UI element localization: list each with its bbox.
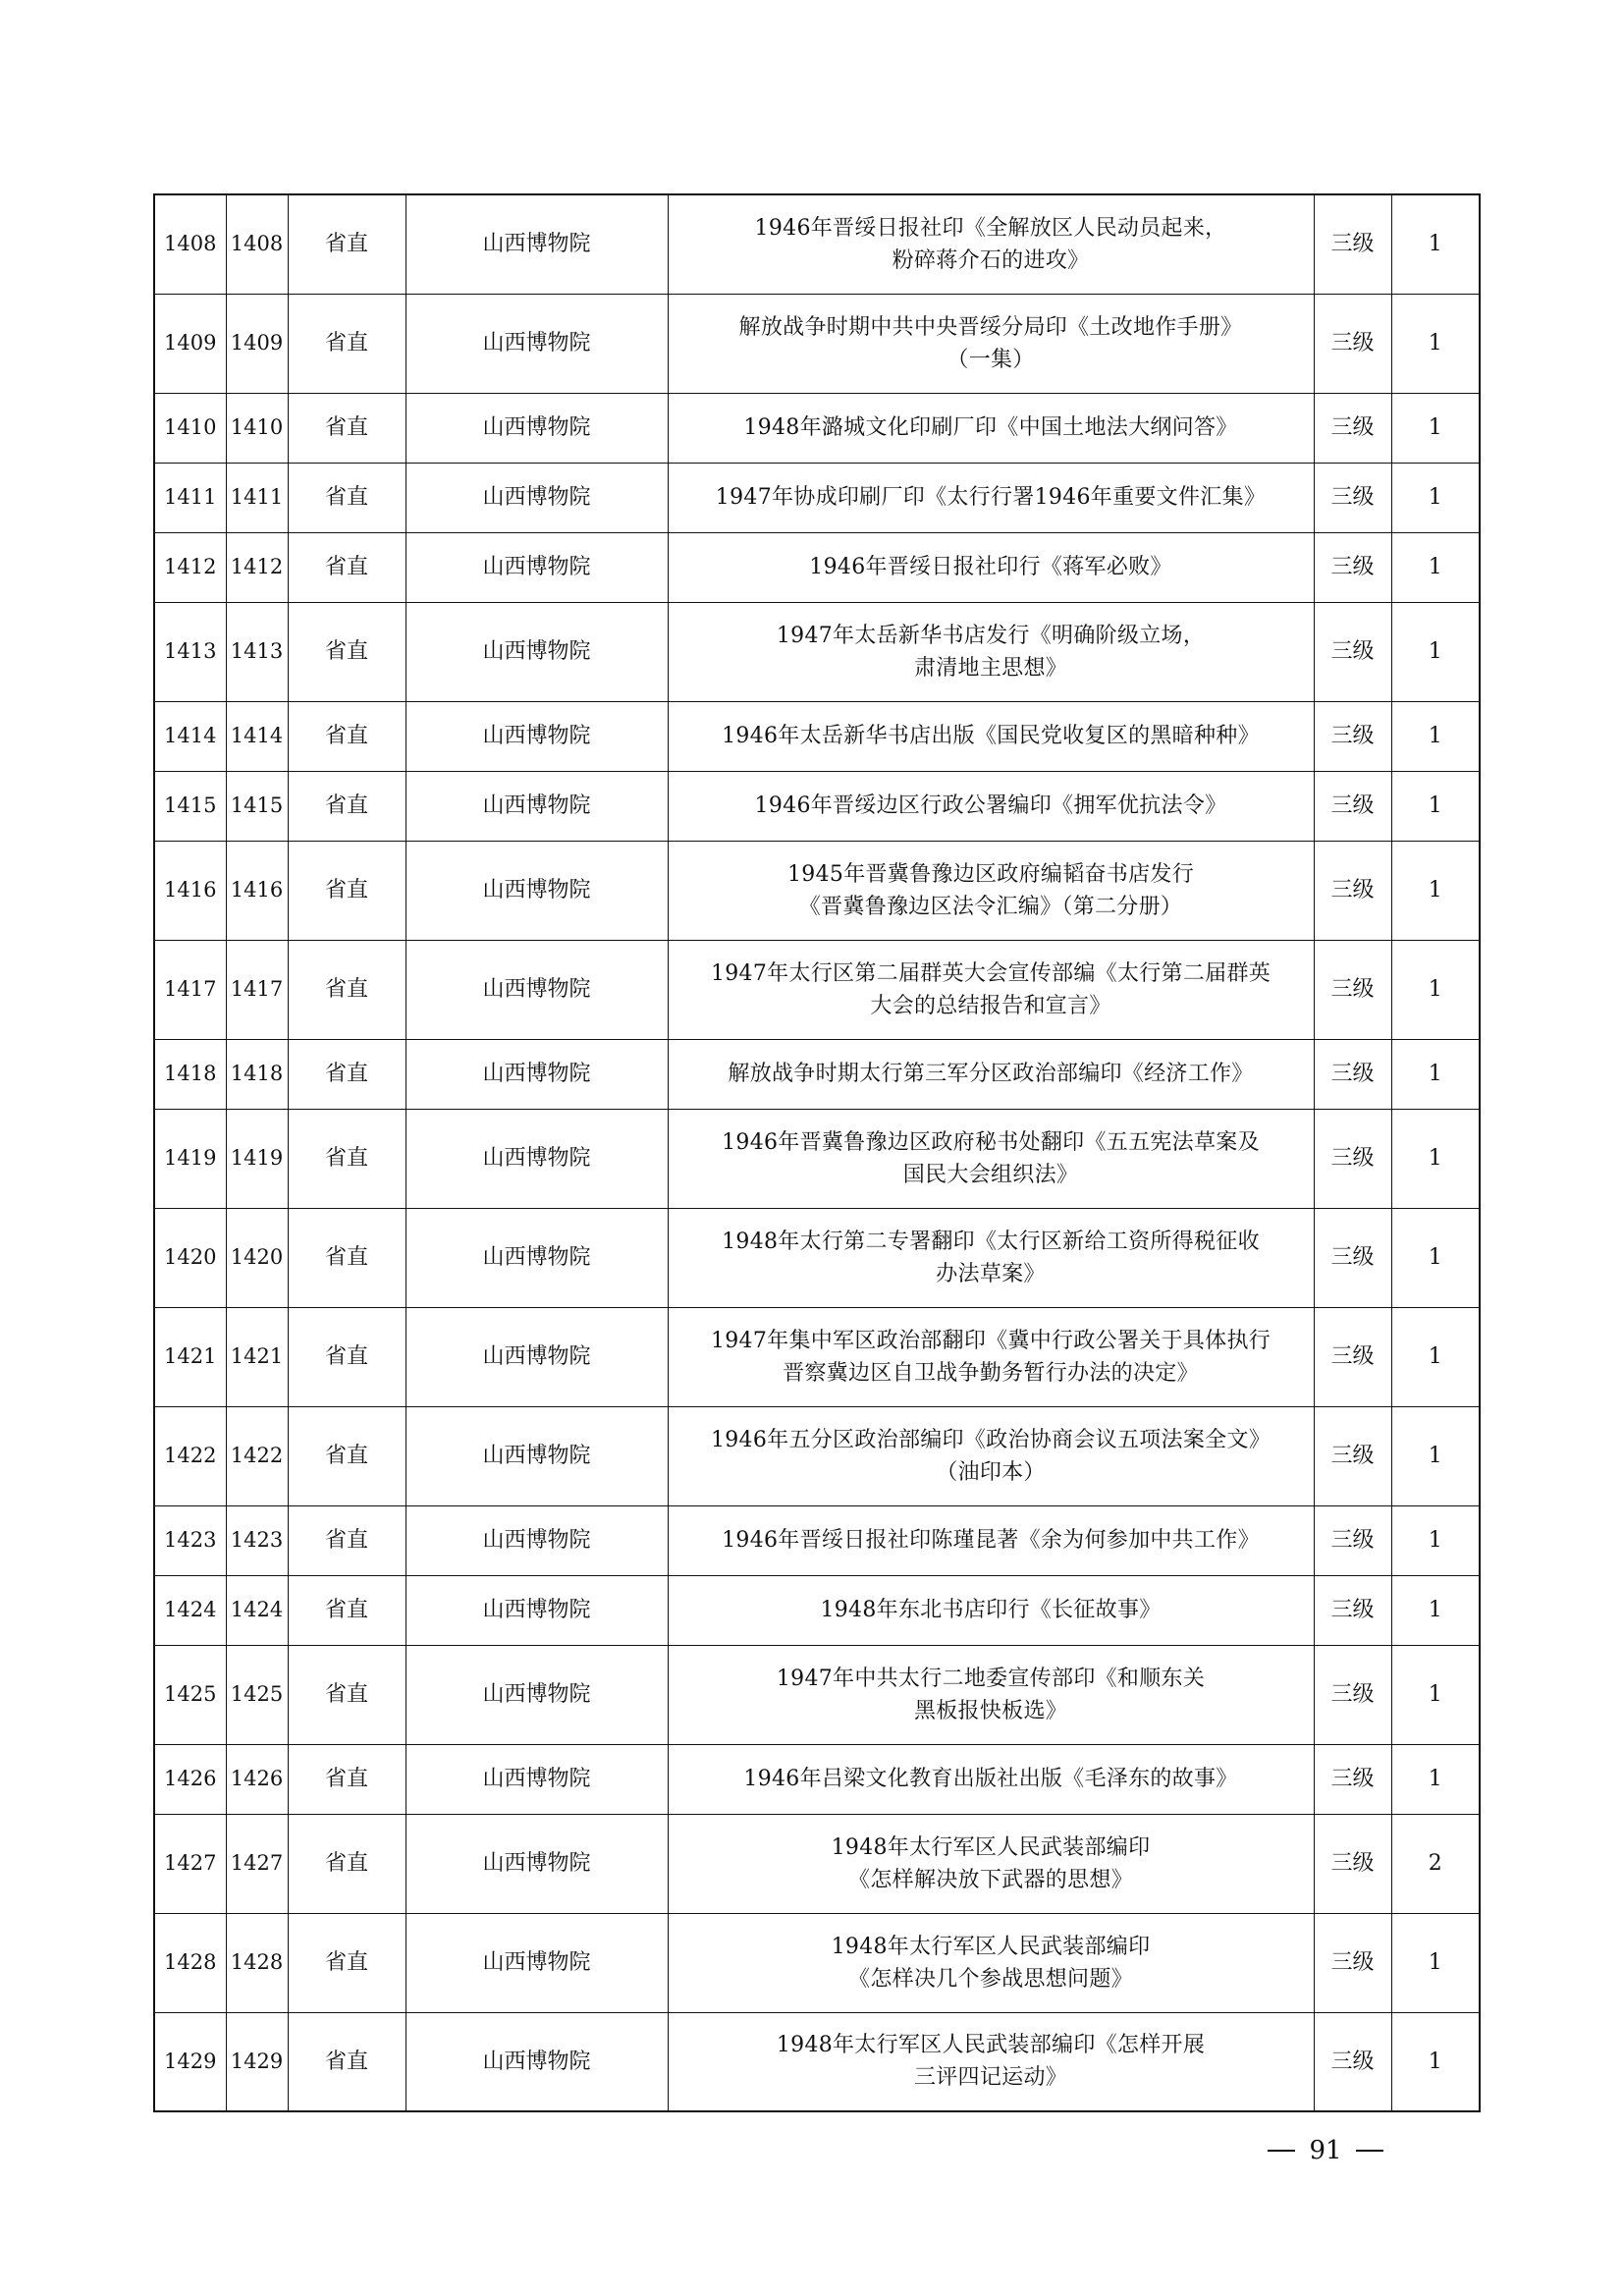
table-row: [154, 1575, 1480, 1645]
title-line: 解放战争时期太行第三军分区政治部编印《经济工作》: [728, 1062, 1254, 1086]
table-row: [154, 294, 1480, 393]
title-cell: [668, 1814, 1314, 1913]
title-line: 1947年协成印刷厂印《太行行署1946年重要文件汇集》: [715, 485, 1267, 510]
catalog-number-cell: 1416: [226, 841, 288, 940]
quantity-cell: 1: [1391, 532, 1480, 602]
catalog-number-cell: 1419: [226, 1109, 288, 1208]
catalog-number-cell: 1408: [226, 194, 288, 294]
title-cell: [668, 771, 1314, 841]
title-line: 粉碎蒋介石的进攻》: [892, 247, 1090, 273]
grade-cell: 三级: [1314, 1307, 1391, 1406]
grade-cell: 三级: [1314, 1575, 1391, 1645]
title-line: 1947年中共太行二地委宣传部印《和顺东关: [776, 1666, 1206, 1691]
quantity-cell: 1: [1391, 1109, 1480, 1208]
unit-cell: 省直: [288, 1575, 406, 1645]
grade-cell: 三级: [1314, 1913, 1391, 2012]
catalog-number-cell: 1417: [226, 940, 288, 1039]
grade-cell: 三级: [1314, 1208, 1391, 1307]
quantity-cell: 1: [1391, 602, 1480, 701]
grade-cell: 三级: [1314, 1109, 1391, 1208]
table-row: [154, 1645, 1480, 1744]
seq-cell: 1428: [154, 1913, 226, 2012]
seq-cell: 1422: [154, 1406, 226, 1505]
title-line: 解放战争时期中共中央晋绥分局印《土改地作手册》: [738, 314, 1243, 340]
table-row: [154, 1208, 1480, 1307]
title-line: 1948年太行军区人民武装部编印《怎样开展: [776, 2033, 1206, 2058]
seq-cell: 1418: [154, 1039, 226, 1109]
page-number: 91: [1309, 2136, 1342, 2165]
unit-cell: 省直: [288, 1814, 406, 1913]
quantity-cell: 1: [1391, 393, 1480, 463]
table-row: [154, 602, 1480, 701]
grade-cell: 三级: [1314, 771, 1391, 841]
grade-cell: 三级: [1314, 1744, 1391, 1814]
museum-cell: 山西博物院: [406, 1575, 668, 1645]
seq-cell: 1415: [154, 771, 226, 841]
title-line: 《怎样解决放下武器的思想》: [848, 1867, 1133, 1892]
table-row: [154, 532, 1480, 602]
catalog-number-cell: 1425: [226, 1645, 288, 1744]
table-row: [154, 1307, 1480, 1406]
museum-cell: 山西博物院: [406, 1208, 668, 1307]
title-line: 三评四记运动》: [913, 2065, 1068, 2091]
quantity-cell: 1: [1391, 1505, 1480, 1575]
table-row: [154, 463, 1480, 532]
museum-cell: 山西博物院: [406, 1814, 668, 1913]
museum-cell: 山西博物院: [406, 1913, 668, 2012]
collection-table: [153, 193, 1481, 2112]
title-cell: [668, 1208, 1314, 1307]
grade-cell: 三级: [1314, 1814, 1391, 1913]
table-row: [154, 1744, 1480, 1814]
quantity-cell: 1: [1391, 1039, 1480, 1109]
catalog-number-cell: 1429: [226, 2012, 288, 2111]
quantity-cell: 1: [1391, 1406, 1480, 1505]
title-cell: [668, 1406, 1314, 1505]
museum-cell: 山西博物院: [406, 194, 668, 294]
title-cell: [668, 2012, 1314, 2111]
title-cell: [668, 1505, 1314, 1575]
seq-cell: 1412: [154, 532, 226, 602]
museum-cell: 山西博物院: [406, 701, 668, 771]
unit-cell: 省直: [288, 194, 406, 294]
table-row: [154, 393, 1480, 463]
unit-cell: 省直: [288, 701, 406, 771]
table-row: [154, 1814, 1480, 1913]
title-cell: [668, 1913, 1314, 2012]
seq-cell: 1409: [154, 294, 226, 393]
quantity-cell: 1: [1391, 1645, 1480, 1744]
unit-cell: 省直: [288, 463, 406, 532]
catalog-number-cell: 1428: [226, 1913, 288, 2012]
title-line: 1947年集中军区政治部翻印《冀中行政公署关于具体执行: [710, 1328, 1271, 1353]
museum-cell: 山西博物院: [406, 602, 668, 701]
grade-cell: 三级: [1314, 194, 1391, 294]
quantity-cell: 2: [1391, 1814, 1480, 1913]
table-row: [154, 841, 1480, 940]
unit-cell: 省直: [288, 940, 406, 1039]
quantity-cell: 1: [1391, 1575, 1480, 1645]
museum-cell: 山西博物院: [406, 1307, 668, 1406]
quantity-cell: 1: [1391, 1913, 1480, 2012]
table-row: [154, 701, 1480, 771]
title-cell: [668, 194, 1314, 294]
museum-cell: 山西博物院: [406, 1505, 668, 1575]
table-row: [154, 194, 1480, 294]
title-line: （一集）: [947, 347, 1035, 372]
quantity-cell: 1: [1391, 940, 1480, 1039]
catalog-number-cell: 1409: [226, 294, 288, 393]
unit-cell: 省直: [288, 771, 406, 841]
title-cell: [668, 841, 1314, 940]
grade-cell: 三级: [1314, 841, 1391, 940]
title-line: 1946年晋绥日报社印《全解放区人民动员起来，: [754, 215, 1227, 241]
title-cell: [668, 532, 1314, 602]
catalog-number-cell: 1413: [226, 602, 288, 701]
seq-cell: 1416: [154, 841, 226, 940]
unit-cell: 省直: [288, 1505, 406, 1575]
title-cell: [668, 1744, 1314, 1814]
title-line: 《晋冀鲁豫边区法令汇编》（第二分册）: [798, 894, 1183, 919]
quantity-cell: 1: [1391, 771, 1480, 841]
museum-cell: 山西博物院: [406, 1645, 668, 1744]
footer-dash-left: [1268, 2150, 1295, 2152]
title-line: 1946年五分区政治部编印《政治协商会议五项法案全文》: [710, 1427, 1271, 1452]
catalog-number-cell: 1423: [226, 1505, 288, 1575]
quantity-cell: 1: [1391, 2012, 1480, 2111]
title-line: 1946年吕梁文化教育出版社出版《毛泽东的故事》: [743, 1767, 1238, 1791]
page-footer: [1237, 2131, 1414, 2170]
seq-cell: 1423: [154, 1505, 226, 1575]
title-line: 《怎样决几个参战思想问题》: [848, 1966, 1133, 1992]
unit-cell: 省直: [288, 294, 406, 393]
seq-cell: 1408: [154, 194, 226, 294]
title-line: 1948年太行军区人民武装部编印: [831, 1934, 1151, 1959]
museum-cell: 山西博物院: [406, 1039, 668, 1109]
title-line: 1946年晋绥日报社印行《蒋军必败》: [809, 555, 1172, 579]
catalog-number-cell: 1424: [226, 1575, 288, 1645]
grade-cell: 三级: [1314, 1039, 1391, 1109]
unit-cell: 省直: [288, 1208, 406, 1307]
unit-cell: 省直: [288, 1744, 406, 1814]
seq-cell: 1419: [154, 1109, 226, 1208]
table-row: [154, 2012, 1480, 2111]
catalog-number-cell: 1414: [226, 701, 288, 771]
title-cell: [668, 1039, 1314, 1109]
museum-cell: 山西博物院: [406, 463, 668, 532]
unit-cell: 省直: [288, 532, 406, 602]
table-row: [154, 1505, 1480, 1575]
museum-cell: 山西博物院: [406, 940, 668, 1039]
grade-cell: 三级: [1314, 463, 1391, 532]
catalog-number-cell: 1422: [226, 1406, 288, 1505]
unit-cell: 省直: [288, 2012, 406, 2111]
quantity-cell: 1: [1391, 294, 1480, 393]
title-line: 1946年太岳新华书店出版《国民党收复区的黑暗种种》: [722, 724, 1260, 748]
title-line: 大会的总结报告和宣言》: [870, 993, 1111, 1018]
quantity-cell: 1: [1391, 841, 1480, 940]
title-cell: [668, 940, 1314, 1039]
title-cell: [668, 1575, 1314, 1645]
grade-cell: 三级: [1314, 1406, 1391, 1505]
title-line: 1946年晋冀鲁豫边区政府秘书处翻印《五五宪法草案及: [722, 1129, 1260, 1155]
grade-cell: 三级: [1314, 701, 1391, 771]
unit-cell: 省直: [288, 602, 406, 701]
museum-cell: 山西博物院: [406, 294, 668, 393]
museum-cell: 山西博物院: [406, 841, 668, 940]
title-line: 黑板报快板选》: [913, 1698, 1068, 1723]
seq-cell: 1411: [154, 463, 226, 532]
seq-cell: 1417: [154, 940, 226, 1039]
seq-cell: 1429: [154, 2012, 226, 2111]
title-cell: [668, 701, 1314, 771]
seq-cell: 1424: [154, 1575, 226, 1645]
unit-cell: 省直: [288, 1109, 406, 1208]
quantity-cell: 1: [1391, 463, 1480, 532]
title-cell: [668, 1109, 1314, 1208]
museum-cell: 山西博物院: [406, 771, 668, 841]
title-cell: [668, 393, 1314, 463]
title-cell: [668, 602, 1314, 701]
quantity-cell: 1: [1391, 1744, 1480, 1814]
title-line: 1946年晋绥日报社印陈瑾昆著《余为何参加中共工作》: [722, 1528, 1260, 1553]
catalog-number-cell: 1410: [226, 393, 288, 463]
title-line: 1948年太行军区人民武装部编印: [831, 1834, 1151, 1860]
catalog-number-cell: 1426: [226, 1744, 288, 1814]
title-cell: [668, 463, 1314, 532]
title-line: 1946年晋绥边区行政公署编印《拥军优抗法令》: [754, 793, 1227, 818]
table-row: [154, 1406, 1480, 1505]
unit-cell: 省直: [288, 1645, 406, 1744]
grade-cell: 三级: [1314, 532, 1391, 602]
seq-cell: 1410: [154, 393, 226, 463]
title-line: 1947年太岳新华书店发行《明确阶级立场，: [776, 623, 1206, 648]
title-line: 1945年晋冀鲁豫边区政府编韬奋书店发行: [787, 861, 1194, 887]
museum-cell: 山西博物院: [406, 393, 668, 463]
quantity-cell: 1: [1391, 1208, 1480, 1307]
title-line: （油印本）: [936, 1459, 1046, 1485]
grade-cell: 三级: [1314, 294, 1391, 393]
catalog-number-cell: 1415: [226, 771, 288, 841]
unit-cell: 省直: [288, 1406, 406, 1505]
title-line: 办法草案》: [936, 1261, 1046, 1286]
grade-cell: 三级: [1314, 1645, 1391, 1744]
grade-cell: 三级: [1314, 1505, 1391, 1575]
catalog-number-cell: 1412: [226, 532, 288, 602]
catalog-number-cell: 1420: [226, 1208, 288, 1307]
museum-cell: 山西博物院: [406, 532, 668, 602]
title-line: 1948年太行第二专署翻印《太行区新给工资所得税征收: [722, 1229, 1260, 1254]
museum-cell: 山西博物院: [406, 1744, 668, 1814]
museum-cell: 山西博物院: [406, 1109, 668, 1208]
title-line: 肃清地主思想》: [913, 655, 1068, 681]
table-row: [154, 771, 1480, 841]
footer-dash-right: [1356, 2150, 1383, 2152]
seq-cell: 1420: [154, 1208, 226, 1307]
unit-cell: 省直: [288, 1307, 406, 1406]
quantity-cell: 1: [1391, 701, 1480, 771]
title-cell: [668, 1307, 1314, 1406]
grade-cell: 三级: [1314, 393, 1391, 463]
catalog-number-cell: 1411: [226, 463, 288, 532]
seq-cell: 1427: [154, 1814, 226, 1913]
table-body: [154, 194, 1480, 2111]
unit-cell: 省直: [288, 841, 406, 940]
seq-cell: 1426: [154, 1744, 226, 1814]
seq-cell: 1414: [154, 701, 226, 771]
title-line: 1948年潞城文化印刷厂印《中国土地法大纲问答》: [743, 415, 1238, 440]
unit-cell: 省直: [288, 1039, 406, 1109]
catalog-number-cell: 1418: [226, 1039, 288, 1109]
catalog-number-cell: 1421: [226, 1307, 288, 1406]
title-cell: [668, 1645, 1314, 1744]
title-line: 国民大会组织法》: [902, 1162, 1079, 1187]
title-line: 1947年太行区第二届群英大会宣传部编《太行第二届群英: [710, 960, 1271, 986]
museum-cell: 山西博物院: [406, 1406, 668, 1505]
table-row: [154, 1039, 1480, 1109]
seq-cell: 1413: [154, 602, 226, 701]
seq-cell: 1421: [154, 1307, 226, 1406]
unit-cell: 省直: [288, 393, 406, 463]
table-row: [154, 1913, 1480, 2012]
museum-cell: 山西博物院: [406, 2012, 668, 2111]
title-line: 1948年东北书店印行《长征故事》: [820, 1598, 1162, 1622]
grade-cell: 三级: [1314, 602, 1391, 701]
seq-cell: 1425: [154, 1645, 226, 1744]
title-line: 晋察冀边区自卫战争勤务暂行办法的决定》: [783, 1360, 1199, 1386]
catalog-number-cell: 1427: [226, 1814, 288, 1913]
table-row: [154, 940, 1480, 1039]
quantity-cell: 1: [1391, 194, 1480, 294]
title-cell: [668, 294, 1314, 393]
grade-cell: 三级: [1314, 2012, 1391, 2111]
quantity-cell: 1: [1391, 1307, 1480, 1406]
grade-cell: 三级: [1314, 940, 1391, 1039]
table-row: [154, 1109, 1480, 1208]
unit-cell: 省直: [288, 1913, 406, 2012]
